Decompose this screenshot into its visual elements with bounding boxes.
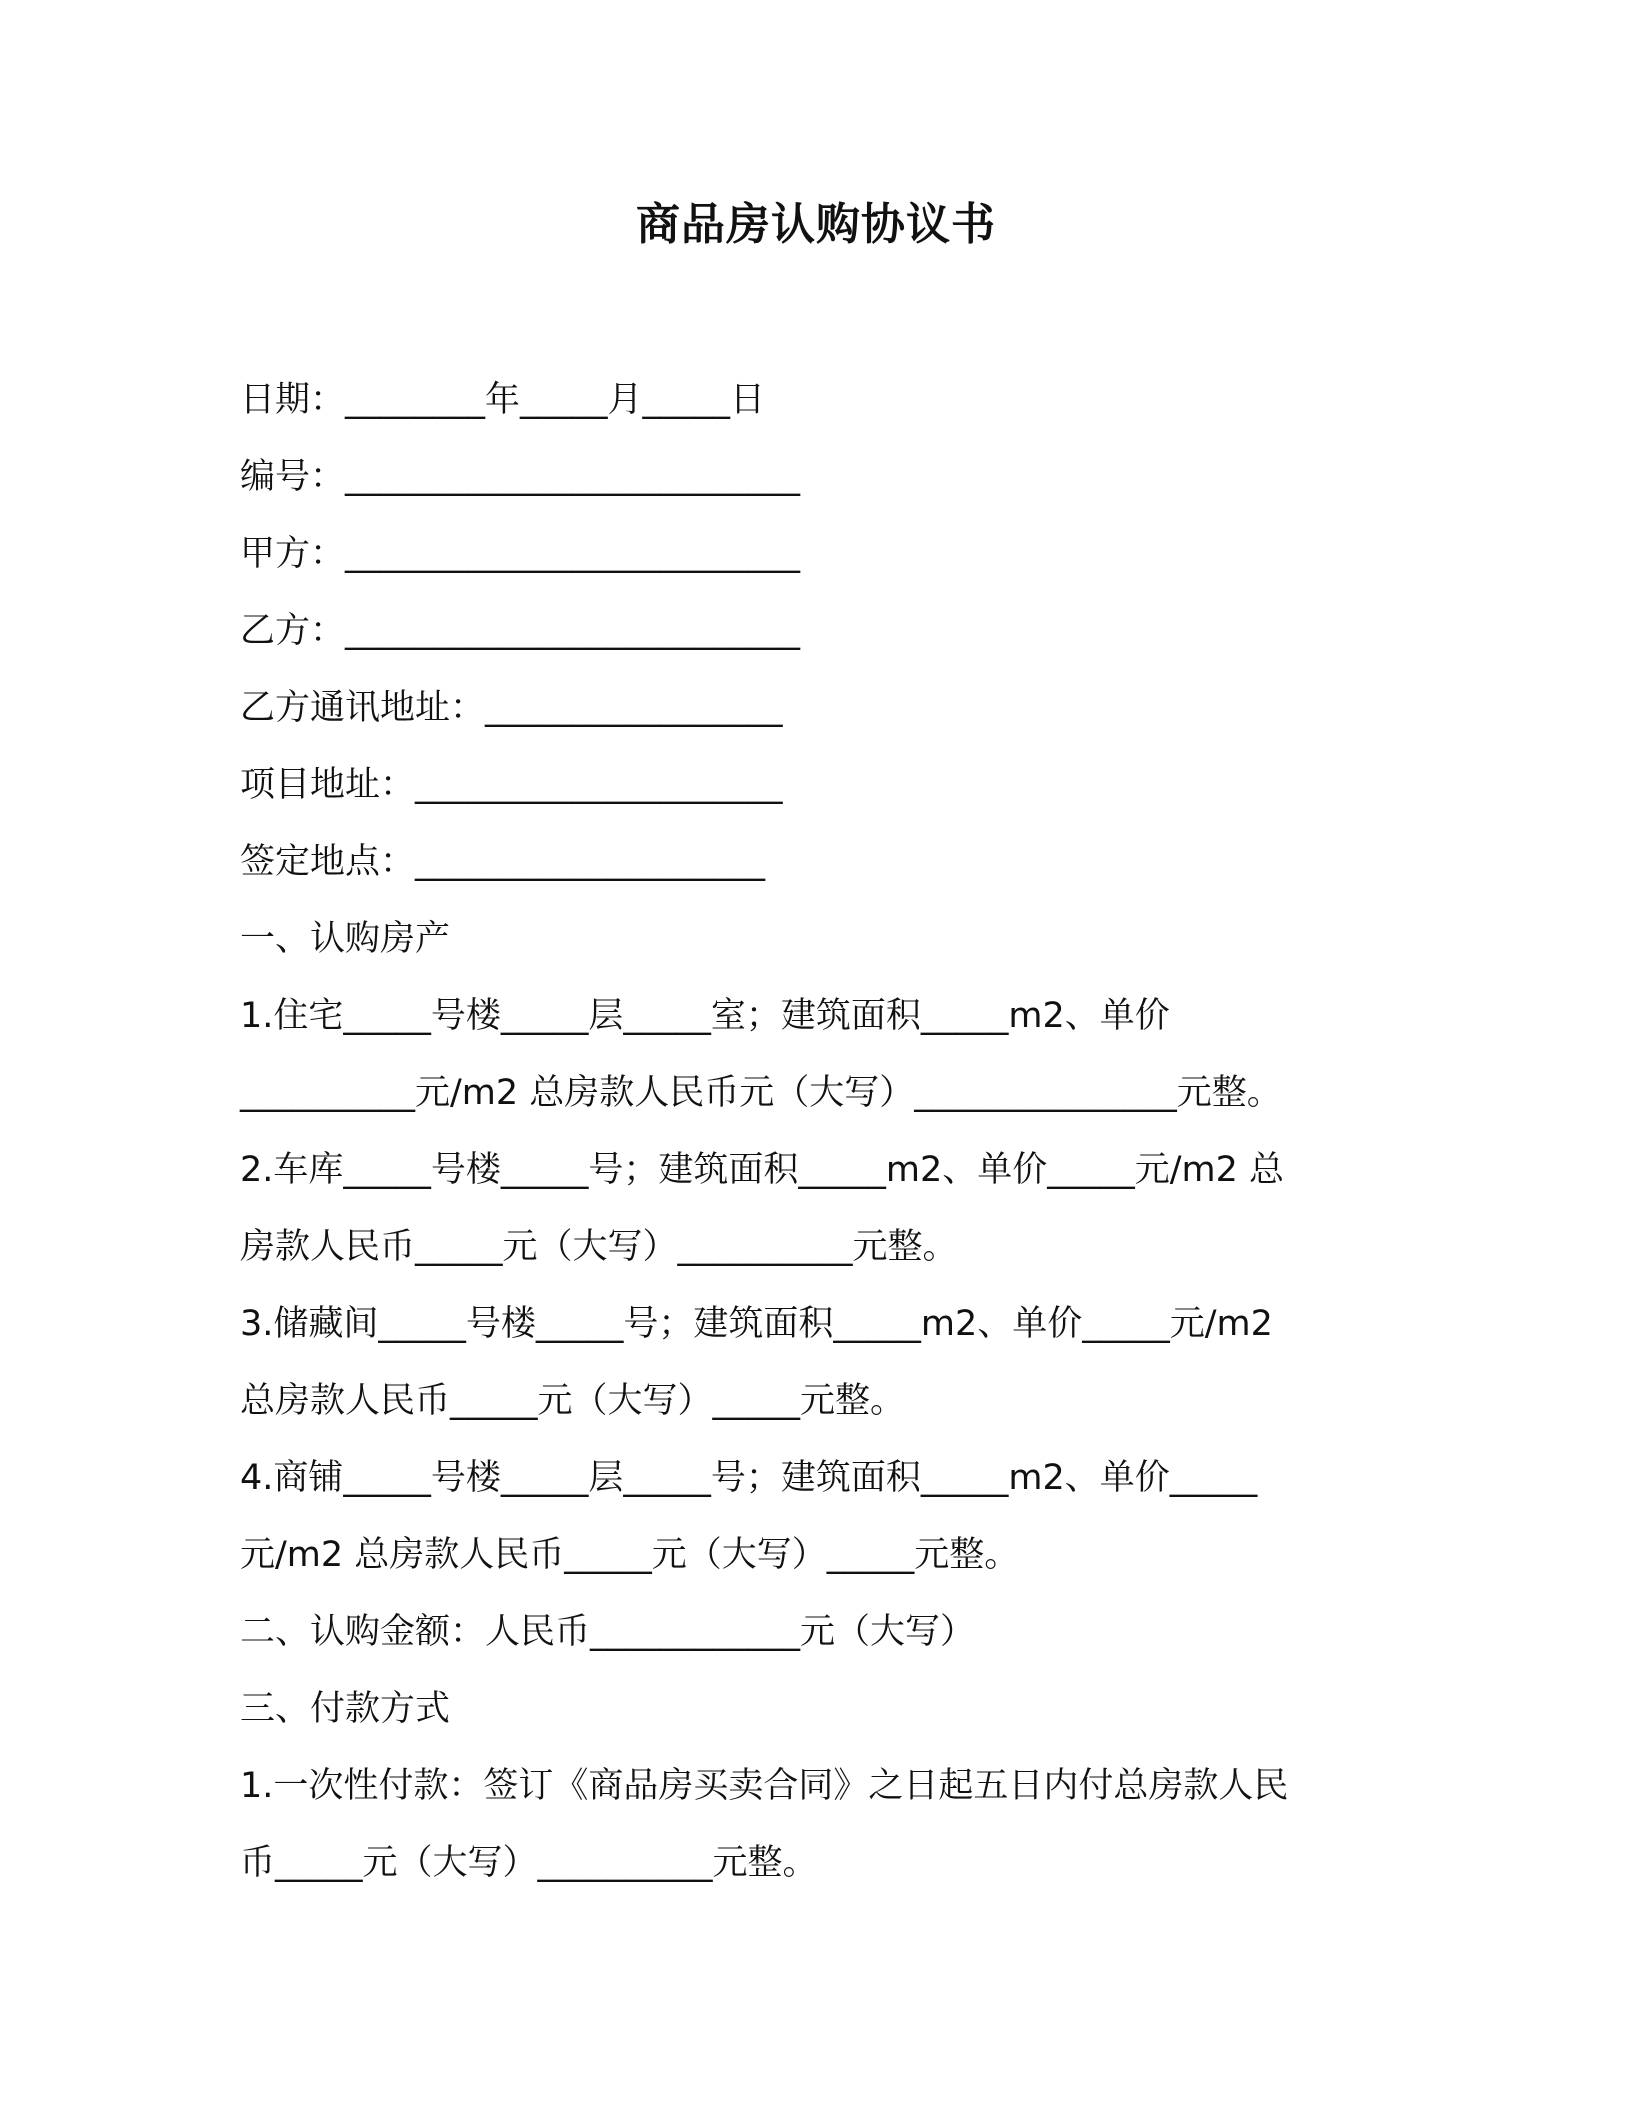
garage-clause-line-2: 房款人民币_____元（大写）__________元整。 (240, 1227, 958, 1267)
section-heading-amount: 二、认购金额：人民币____________元（大写） (240, 1612, 976, 1652)
lump-sum-payment-line-2: 币_____元（大写）__________元整。 (240, 1843, 818, 1883)
residence-clause-line-2: __________元/m2 总房款人民币元（大写）_______________元整。 (240, 1073, 1282, 1113)
signing-place-field-line: 签定地点：____________________ (240, 842, 766, 882)
project-address-field-line: 项目地址：_____________________ (240, 765, 783, 805)
party-a-field-line: 甲方：__________________________ (240, 534, 801, 574)
garage-clause-line-1: 2.车库_____号楼_____号；建筑面积_____m2、单价_____元/m2 总 (240, 1150, 1285, 1190)
number-field-line: 编号：__________________________ (240, 457, 801, 497)
document-body (240, 362, 1420, 1902)
residence-clause-line-1: 1.住宅_____号楼_____层_____室；建筑面积_____m2、单价 (240, 996, 1170, 1036)
document-title: 商品房认购协议书 (636, 199, 996, 250)
storage-clause-line-1: 3.储藏间_____号楼_____号；建筑面积_____m2、单价_____元/m2 (240, 1304, 1273, 1344)
lump-sum-payment-line-1: 1.一次性付款：签订《商品房买卖合同》之日起五日内付总房款人民 (240, 1766, 1289, 1806)
party-b-field-line: 乙方：__________________________ (240, 611, 801, 651)
section-heading-payment: 三、付款方式 (240, 1689, 451, 1729)
party-b-address-field-line: 乙方通讯地址：_________________ (240, 688, 783, 728)
date-field-line: 日期：________年_____月_____日 (240, 380, 766, 420)
shop-clause-line-1: 4.商铺_____号楼_____层_____号；建筑面积_____m2、单价_____ (240, 1458, 1258, 1498)
shop-clause-line-2: 元/m2 总房款人民币_____元（大写）_____元整。 (240, 1535, 1020, 1575)
storage-clause-line-2: 总房款人民币_____元（大写）_____元整。 (240, 1381, 906, 1421)
section-heading-property: 一、认购房产 (240, 919, 451, 959)
